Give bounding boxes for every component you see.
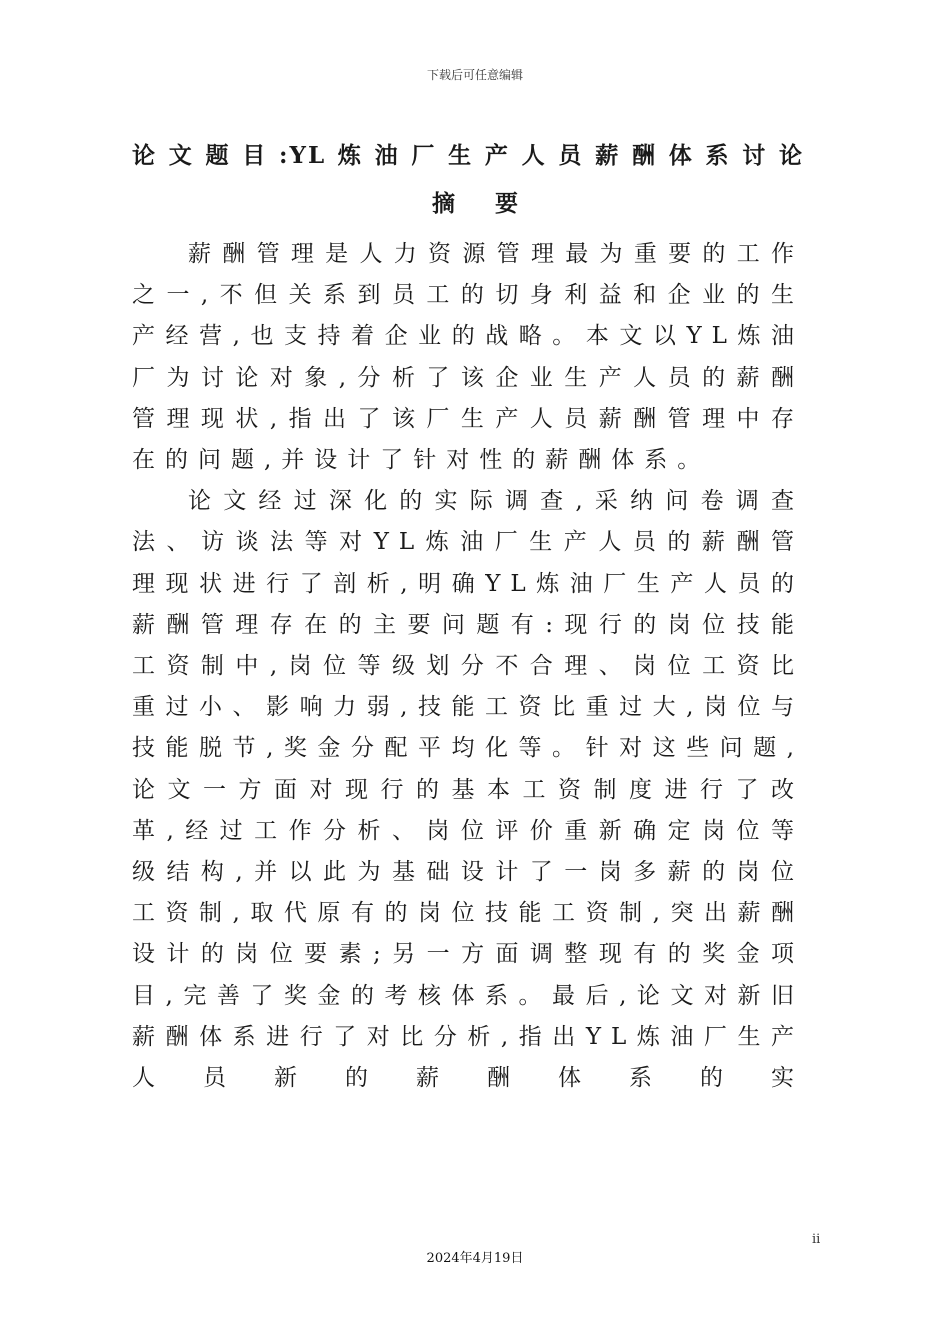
abstract-paragraph-2: 论文经过深化的实际调查,采纳问卷调查法、访谈法等对YL炼油厂生产人员的薪酬管理现状进行了剖析,明确YL炼油厂生产人员的薪酬管理存在的主要问题有:现行的岗位技能工资制中,岗位等级划分不合理、岗位工资比重过小、影响力弱,技能工资比重过大,岗位与技能脱节,奖金分配平均化等。针对这些问题,论文一方面对现行的基本工资制度进行了改革,经过工作分析、岗位评价重新确定岗位等级结构,并以此为基础设计了一岗多薪的岗位工资制,取代原有的岗位技能工资制,突出薪酬设计的岗位要素;另一方面调整现有的奖金项目,完善了奖金的考核体系。最后,论文对新旧薪酬体系进行了对比分析,指出YL炼油厂生产人员新的薪酬体系的实	[132, 488, 804, 1092]
abstract-body	[132, 234, 804, 1099]
footer-date: 2024年4月19日	[426, 1251, 524, 1266]
document-title: 论文题目:YL炼油厂生产人员薪酬体系讨论	[132, 142, 804, 169]
page-number: ii	[812, 1232, 821, 1247]
header-note: 下载后可任意编辑	[426, 68, 523, 82]
abstract-paragraph-1: 薪酬管理是人力资源管理最为重要的工作之一,不但关系到员工的切身利益和企业的生产经营,也支持着企业的战略。本文以YL炼油厂为讨论对象,分析了该企业生产人员的薪酬管理现状,指出了该厂生产人员薪酬管理中存在的问题,并设计了针对性的薪酬体系。	[132, 241, 804, 474]
abstract-heading: 摘要	[432, 190, 558, 217]
